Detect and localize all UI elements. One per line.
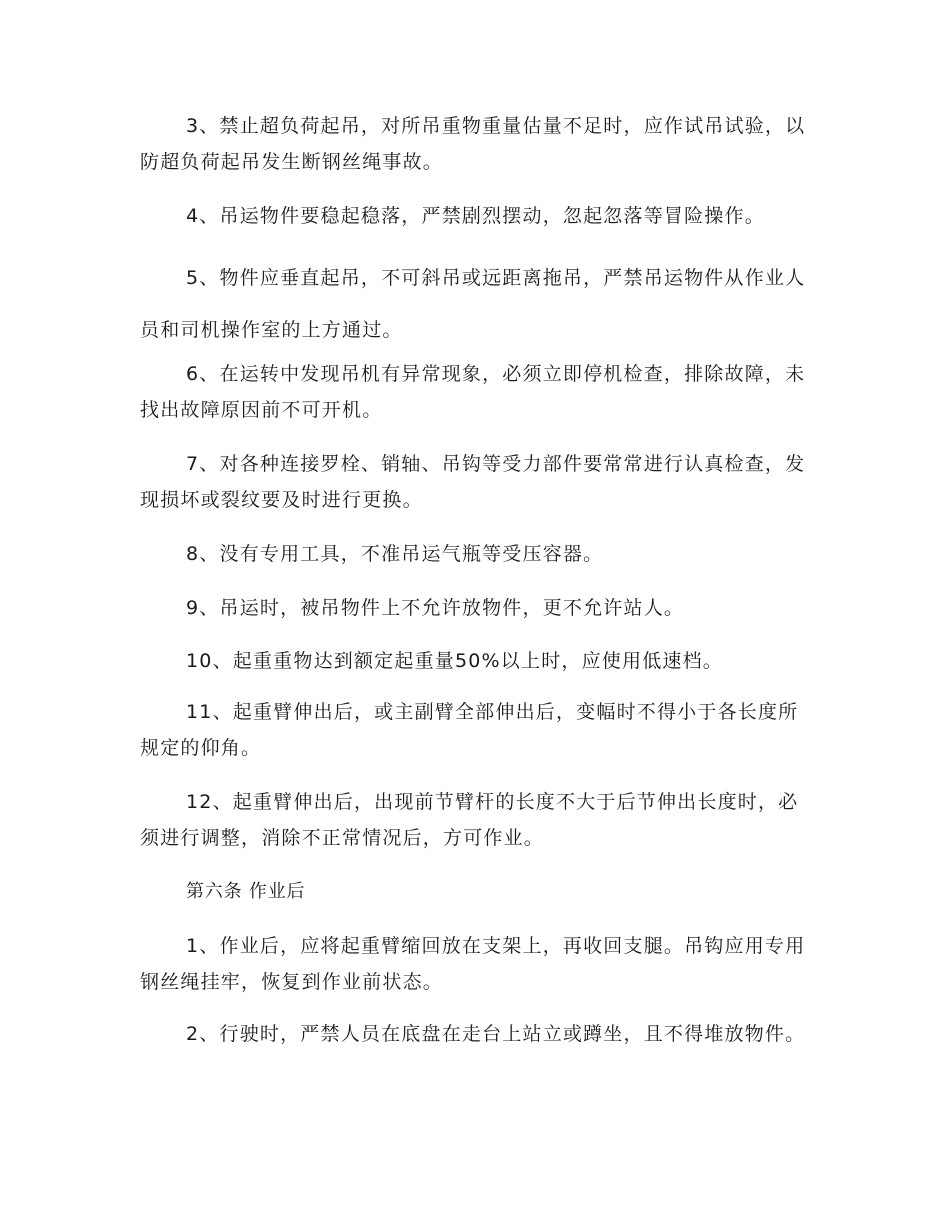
paragraph-item-6: 6、在运转中发现吊机有异常现象，必须立即停机检查，排除故障，未找出故障原因前不可开机。 — [140, 363, 806, 421]
paragraph-item-3: 3、禁止超负荷起吊，对所吊重物重量估量不足时，应作试吊试验，以防超负荷起吊发生断钢丝绳事故。 — [140, 115, 806, 173]
paragraph-item-12: 12、起重臂伸出后，出现前节臂杆的长度不大于后节伸出长度时，必须进行调整，消除不正常情况后，方可作业。 — [140, 791, 799, 849]
paragraph-item-5: 5、物件应垂直起吊，不可斜吊或远距离拖吊，严禁吊运物件从作业人员和司机操作室的上方通过。 — [140, 267, 806, 341]
paragraph-item-4: 4、吊运物件要稳起稳落，严禁剧烈摆动，忽起忽落等冒险操作。 — [186, 205, 765, 227]
paragraph-after-1: 1、作业后，应将起重臂缩回放在支架上，再收回支腿。吊钩应用专用钢丝绳挂牢，恢复到作业前状态。 — [140, 935, 806, 993]
paragraph-item-8: 8、没有专用工具，不准吊运气瓶等受压容器。 — [186, 543, 604, 565]
paragraph-item-11: 11、起重臂伸出后，或主副臂全部伸出后，变幅时不得小于各长度所规定的仰角。 — [140, 701, 799, 759]
paragraph-item-7: 7、对各种连接罗栓、销轴、吊钩等受力部件要常常进行认真检查，发现损坏或裂纹要及时进行更换。 — [140, 453, 806, 511]
paragraph-item-10: 10、起重重物达到额定起重量50%以上时，应使用低速档。 — [186, 650, 724, 672]
paragraph-item-9: 9、吊运时，被吊物件上不允许放物件，更不允许站人。 — [186, 597, 685, 619]
section-heading: 第六条 作业后 — [186, 881, 306, 902]
paragraph-after-2: 2、行驶时，严禁人员在底盘在走台上站立或蹲坐，且不得堆放物件。 — [186, 1023, 806, 1045]
